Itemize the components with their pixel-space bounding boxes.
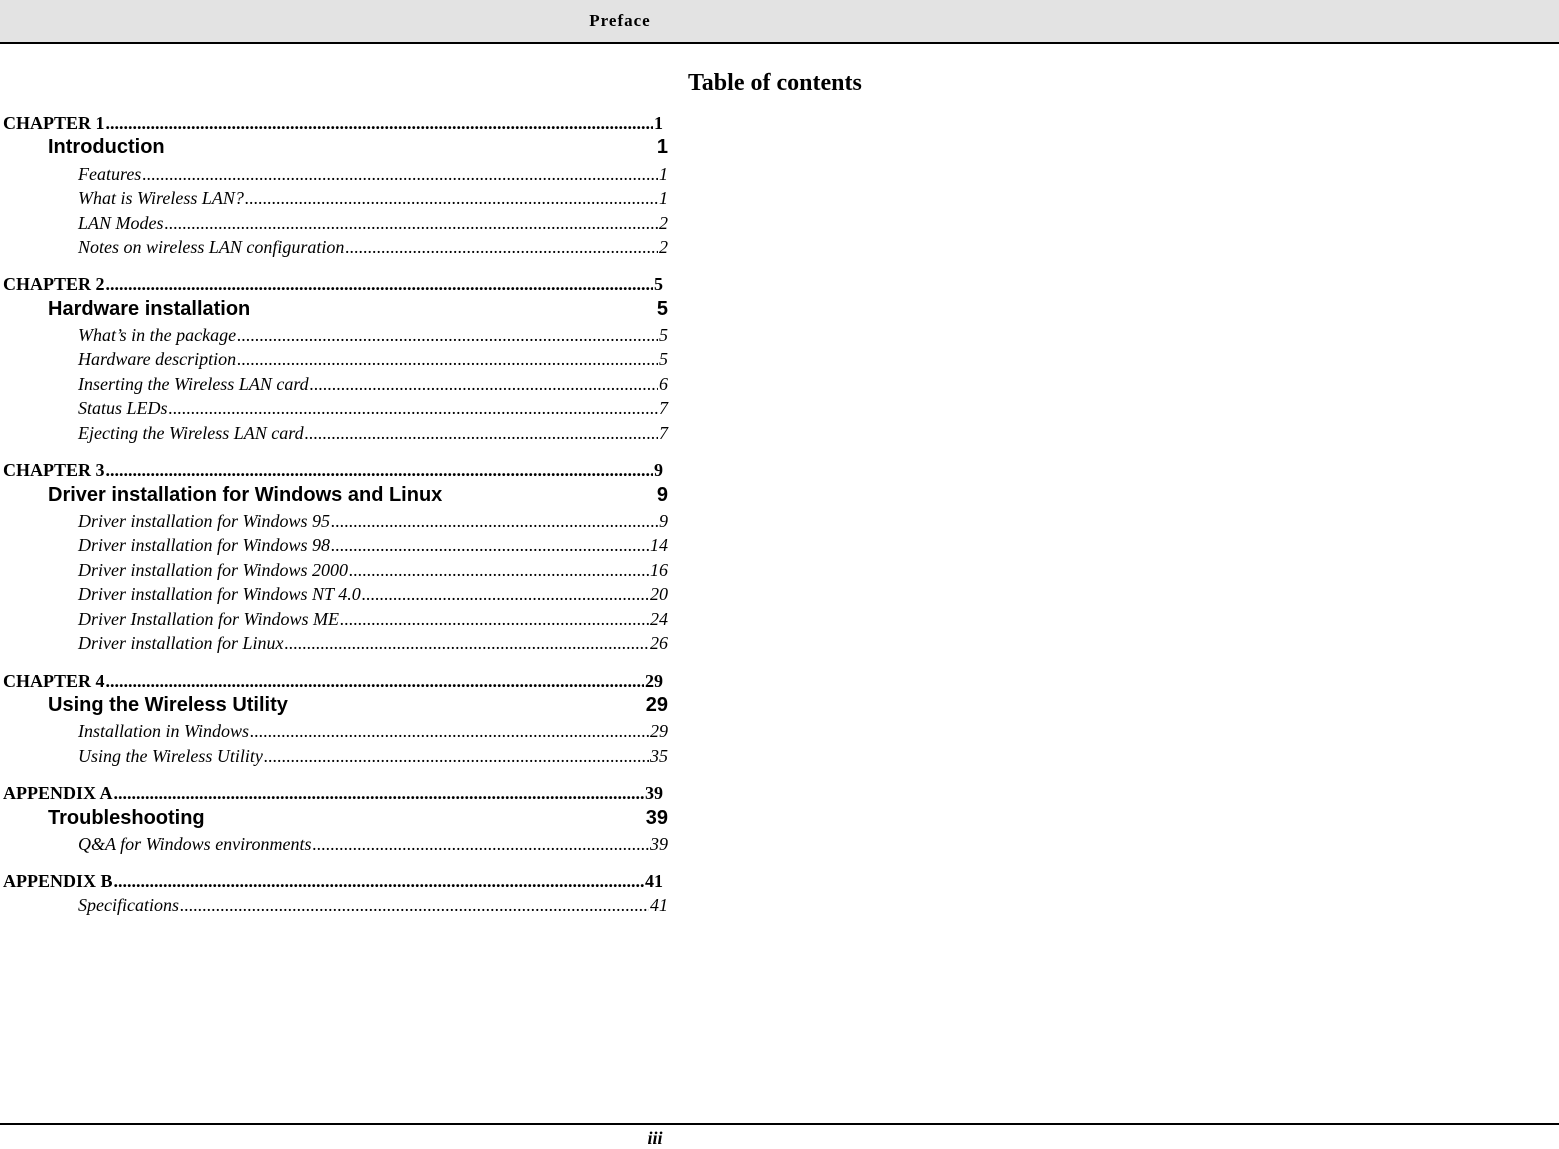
- toc-entry[interactable]: [78, 560, 668, 581]
- chapter-page: 9: [654, 460, 663, 480]
- chapter-title: CHAPTER 1: [3, 113, 105, 133]
- leader-dots: [245, 188, 658, 209]
- section-title: Hardware installation: [48, 298, 251, 320]
- section-page: 9: [656, 484, 668, 506]
- entry-title: Ejecting the Wireless LAN card: [78, 423, 304, 443]
- toc-entry[interactable]: [78, 721, 668, 742]
- entry-page: 1: [659, 164, 668, 184]
- entry-title: Q&A for Windows environments: [78, 834, 312, 854]
- leader-dots: [250, 721, 649, 742]
- chapter-page: 5: [654, 274, 663, 294]
- section-title: Using the Wireless Utility: [48, 694, 288, 716]
- toc-entry[interactable]: [78, 633, 668, 654]
- leader-dots: [310, 374, 658, 395]
- toc-entry[interactable]: [78, 834, 668, 855]
- leader-dots: [264, 746, 649, 767]
- entry-page: 2: [659, 237, 668, 257]
- toc-heading: Table of contents: [688, 70, 862, 96]
- chapter-title: APPENDIX B: [3, 871, 113, 891]
- chapter-title: CHAPTER 4: [3, 671, 105, 691]
- toc-entry[interactable]: [78, 213, 668, 234]
- toc-section[interactable]: [48, 484, 668, 507]
- leader-dots: [114, 783, 644, 804]
- entry-title: What’s in the package: [78, 325, 237, 345]
- entry-page: 14: [650, 535, 668, 555]
- leader-dots: [142, 164, 658, 185]
- entry-title: Status LEDs: [78, 398, 168, 418]
- toc-chapter[interactable]: [3, 460, 663, 481]
- chapter-title: CHAPTER 3: [3, 460, 105, 480]
- entry-page: 7: [659, 423, 668, 443]
- toc-section[interactable]: [48, 694, 668, 717]
- toc-entry[interactable]: [78, 609, 668, 630]
- chapter-page: 41: [645, 871, 663, 891]
- leader-dots: [114, 871, 644, 892]
- footer-rule: [0, 1123, 1559, 1125]
- entry-page: 6: [659, 374, 668, 394]
- leader-dots: [237, 349, 658, 370]
- leader-dots: [180, 895, 649, 916]
- toc-entry[interactable]: [78, 746, 668, 767]
- toc-section[interactable]: [48, 136, 668, 159]
- entry-title: What is Wireless LAN?: [78, 188, 244, 208]
- leader-dots: [106, 113, 653, 134]
- leader-dots: [331, 535, 649, 556]
- toc-entry[interactable]: [78, 584, 668, 605]
- entry-title: Driver installation for Windows 98: [78, 535, 331, 555]
- leader-dots: [313, 834, 650, 855]
- entry-page: 29: [650, 721, 668, 741]
- toc-entry[interactable]: [78, 398, 668, 419]
- leader-dots: [106, 274, 653, 295]
- entry-page: 41: [650, 895, 668, 915]
- toc-entry[interactable]: [78, 535, 668, 556]
- entry-page: 9: [659, 511, 668, 531]
- toc-entry[interactable]: [78, 188, 668, 209]
- section-title: Troubleshooting: [48, 807, 205, 829]
- section-title: Driver installation for Windows and Linux: [48, 484, 443, 506]
- entry-title: Notes on wireless LAN configuration: [78, 237, 345, 257]
- entry-page: 16: [650, 560, 668, 580]
- entry-page: 26: [650, 633, 668, 653]
- entry-title: Specifications: [78, 895, 179, 915]
- entry-title: Driver installation for Windows 2000: [78, 560, 349, 580]
- leader-dots: [285, 633, 649, 654]
- leader-dots: [305, 423, 658, 444]
- entry-title: Driver Installation for Windows ME: [78, 609, 339, 629]
- toc-entry[interactable]: [78, 325, 668, 346]
- entry-page: 39: [650, 834, 668, 854]
- entry-title: Installation in Windows: [78, 721, 250, 741]
- section-page: 1: [656, 136, 668, 158]
- page-number: iii: [647, 1128, 663, 1148]
- leader-dots: [331, 511, 658, 532]
- toc-entry[interactable]: [78, 423, 668, 444]
- entry-title: Using the Wireless Utility: [78, 746, 263, 766]
- section-title: Introduction: [48, 136, 165, 158]
- entry-page: 5: [659, 325, 668, 345]
- entry-title: Driver installation for Linux: [78, 633, 284, 653]
- entry-title: Hardware description: [78, 349, 237, 369]
- leader-dots: [237, 325, 658, 346]
- toc-entry[interactable]: [78, 374, 668, 395]
- header-title: Preface: [589, 11, 651, 30]
- leader-dots: [106, 671, 644, 692]
- toc-entry[interactable]: [78, 237, 668, 258]
- toc-section[interactable]: [48, 298, 668, 321]
- toc-chapter[interactable]: [3, 274, 663, 295]
- chapter-title: APPENDIX A: [3, 783, 113, 803]
- toc-chapter[interactable]: [3, 113, 663, 134]
- chapter-page: 29: [645, 671, 663, 691]
- entry-title: LAN Modes: [78, 213, 164, 233]
- entry-page: 1: [659, 188, 668, 208]
- entry-page: 2: [659, 213, 668, 233]
- toc-entry[interactable]: [78, 349, 668, 370]
- entry-title: Inserting the Wireless LAN card: [78, 374, 309, 394]
- entry-title: Driver installation for Windows NT 4.0: [78, 584, 361, 604]
- leader-dots: [169, 398, 658, 419]
- toc-entry[interactable]: [78, 895, 668, 916]
- entry-page: 7: [659, 398, 668, 418]
- chapter-title: CHAPTER 2: [3, 274, 105, 294]
- toc-section[interactable]: [48, 807, 668, 830]
- leader-dots: [340, 609, 649, 630]
- leader-dots: [345, 237, 658, 258]
- entry-page: 35: [650, 746, 668, 766]
- section-page: 29: [645, 694, 668, 716]
- entry-page: 24: [650, 609, 668, 629]
- chapter-page: 39: [645, 783, 663, 803]
- entry-title: Features: [78, 164, 142, 184]
- entry-page: 20: [650, 584, 668, 604]
- toc-chapter[interactable]: [3, 871, 663, 892]
- toc-chapter[interactable]: [3, 783, 663, 804]
- toc-entry[interactable]: [78, 164, 668, 185]
- leader-dots: [362, 584, 649, 605]
- leader-dots: [165, 213, 659, 234]
- page-header: [0, 0, 1559, 44]
- chapter-page: 1: [654, 113, 663, 133]
- section-page: 5: [656, 298, 668, 320]
- section-page: 39: [645, 807, 668, 829]
- leader-dots: [349, 560, 649, 581]
- toc-entry[interactable]: [78, 511, 668, 532]
- toc-chapter[interactable]: [3, 671, 663, 692]
- entry-page: 5: [659, 349, 668, 369]
- leader-dots: [106, 460, 653, 481]
- entry-title: Driver installation for Windows 95: [78, 511, 331, 531]
